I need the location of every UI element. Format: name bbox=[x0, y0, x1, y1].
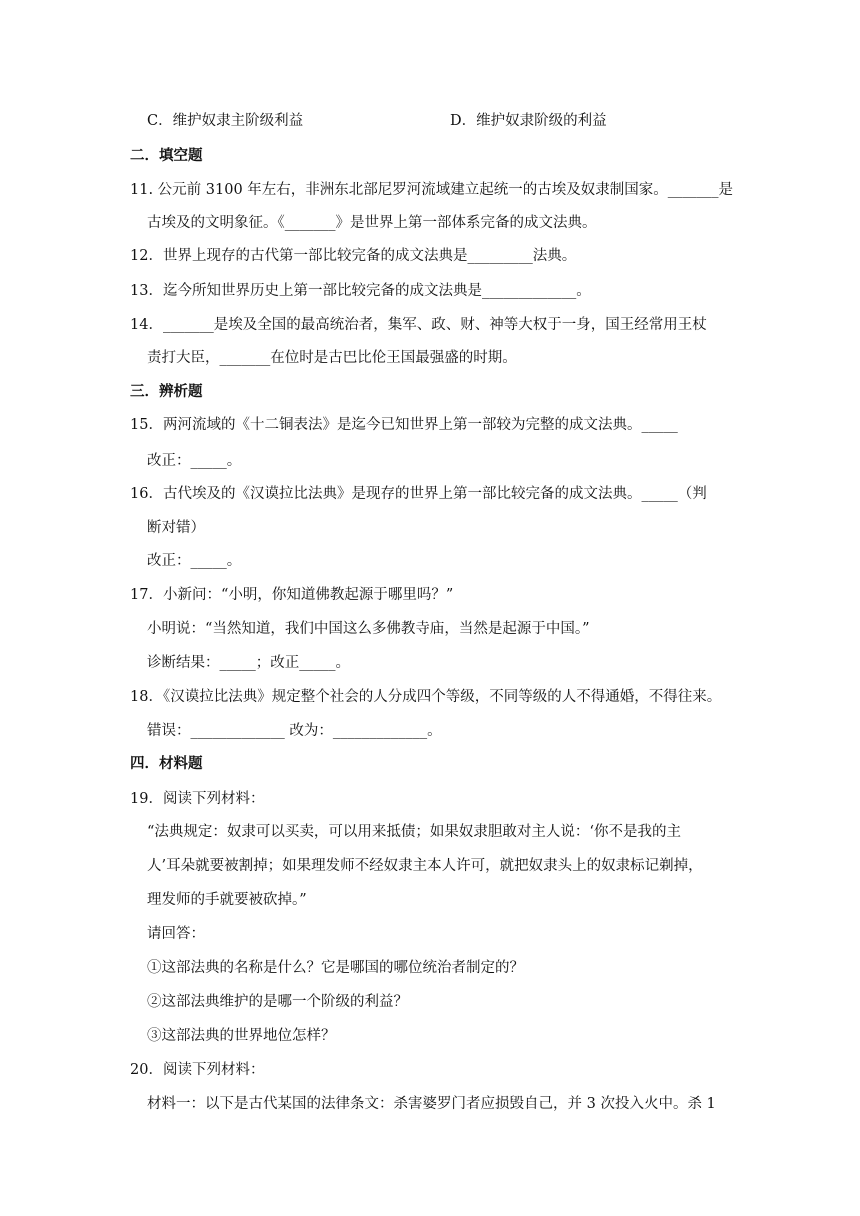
question-15-line-1: 15．两河流域的《十二铜表法》是迄今已知世界上第一部较为完整的成文法典。_____ bbox=[130, 417, 678, 433]
question-16-line-3: 改正：_____。 bbox=[147, 553, 242, 569]
question-20-intro: 20．阅读下列材料： bbox=[130, 1062, 265, 1078]
question-14-line-2: 责打大臣，_______在位时是古巴比伦王国最强盛的时期。 bbox=[147, 350, 517, 366]
question-19-quote-line-3: 理发师的手就要被砍掉。” bbox=[147, 892, 307, 908]
question-15-line-2: 改正：_____。 bbox=[147, 453, 242, 469]
question-19-intro: 19．阅读下列材料： bbox=[130, 791, 265, 807]
question-19-ask: 请回答： bbox=[147, 926, 205, 942]
option-d: D．维护奴隶阶级的利益 bbox=[450, 113, 607, 129]
section-title-fill-in: 二．填空题 bbox=[130, 147, 203, 164]
question-19-sub-3: ③这部法典的世界地位怎样？ bbox=[147, 1028, 336, 1044]
question-19-quote-line-1: “法典规定：奴隶可以买卖，可以用来抵债；如果奴隶胆敢对主人说：‘你不是我的主 bbox=[147, 824, 682, 840]
question-17-line-1: 17．小新问：“小明，你知道佛教起源于哪里吗？” bbox=[130, 587, 454, 603]
question-19-sub-2: ②这部法典维护的是哪一个阶级的利益？ bbox=[147, 994, 408, 1010]
question-11-line-1: 11. 公元前 3100 年左右，非洲东北部尼罗河流域建立起统一的古埃及奴隶制国家。_______是 bbox=[130, 182, 734, 198]
question-20-material-1: 材料一：以下是古代某国的法律条文：杀害婆罗门者应损毁自己，并 3 次投入火中。杀 1 bbox=[147, 1096, 716, 1112]
section-title-analysis: 三．辨析题 bbox=[130, 383, 203, 400]
question-16-line-1: 16．古代埃及的《汉谟拉比法典》是现存的世界上第一部比较完备的成文法典。_____（判 bbox=[130, 486, 707, 502]
question-16-line-2: 断对错） bbox=[147, 520, 205, 536]
question-14-line-1: 14．_______是埃及全国的最高统治者，集军、政、财、神等大权于一身，国王经常用王杖 bbox=[130, 317, 707, 333]
question-11-line-2: 古埃及的文明象征。《_______》是世界上第一部体系完备的成文法典。 bbox=[147, 215, 597, 231]
question-13: 13．迄今所知世界历史上第一部比较完备的成文法典是_____________。 bbox=[130, 283, 591, 299]
option-c: C．维护奴隶主阶级利益 bbox=[147, 113, 304, 129]
question-19-quote-line-2: 人’耳朵就要被割掉；如果理发师不经奴隶主本人许可，就把奴隶头上的奴隶标记剃掉， bbox=[147, 858, 703, 874]
question-19-sub-1: ①这部法典的名称是什么？它是哪国的哪位统治者制定的？ bbox=[147, 960, 524, 976]
option-row-cd bbox=[147, 111, 607, 131]
question-17-line-3: 诊断结果：_____；改正_____。 bbox=[147, 655, 350, 671]
section-title-material: 四．材料题 bbox=[130, 755, 203, 772]
question-18-line-1: 18．《汉谟拉比法典》规定整个社会的人分成四个等级，不同等级的人不得通婚，不得往来。 bbox=[130, 689, 722, 705]
question-12: 12．世界上现存的古代第一部比较完备的成文法典是_________法典。 bbox=[130, 248, 577, 264]
question-17-line-2: 小明说：“当然知道，我们中国这么多佛教寺庙，当然是起源于中国。” bbox=[147, 621, 590, 637]
question-18-line-2: 错误：_____________ 改为：_____________。 bbox=[147, 723, 442, 739]
